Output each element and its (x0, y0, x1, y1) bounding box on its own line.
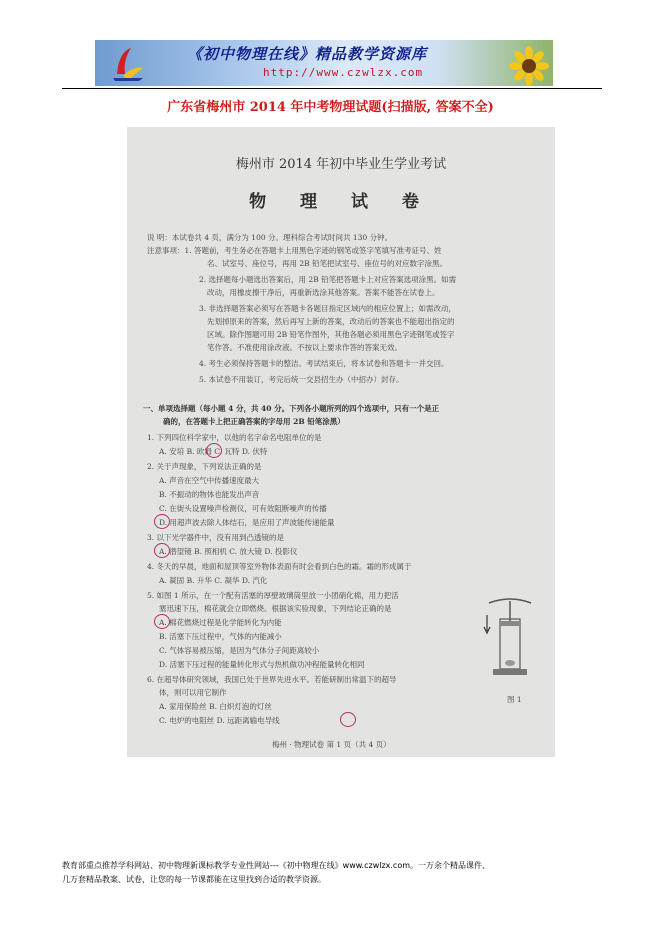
question: 4. 冬天的早晨，地面和屋顶等室外物体表面有时会看到白色的霜。霜的形成属于 (147, 562, 412, 571)
banner-url[interactable]: http://www.czwlzx.com (263, 66, 424, 79)
answer-options: C. 电炉的电阻丝 D. 远距离输电导线 (159, 716, 280, 725)
piston-cylinder-figure (479, 597, 541, 687)
answer-option: A. 棉花燃烧过程是化学能转化为内能 (159, 618, 282, 627)
question: 6. 在超导体研究领域，我国已处于世界先进水平。若能研制出常温下的超导 (147, 675, 397, 684)
answer-option: C. 气体容易被压缩，是因为气体分子间距离较小 (159, 646, 320, 655)
answer-option: D. 用超声波去除人体结石，是应用了声波能传递能量 (159, 518, 335, 527)
exam-line: 5. 本试卷不用装订，考完后统一交县招生办（中招办）封存。 (199, 375, 404, 384)
site-logo-icon (109, 44, 147, 82)
footer-line: 教育部重点推荐学科网站、初中物理新课标教学专业性网站---《初中物理在线》www.czwlzx.com。一万余个精品课件、 (62, 861, 491, 870)
exam-title: 梅州市 2014 年初中毕业生学业考试 (235, 157, 447, 172)
banner-title: 《初中物理在线》精品教学资源库 (187, 45, 428, 63)
exam-line: 2. 选择题每小题选出答案后，用 2B 铅笔把答题卡上对应答案选项涂黑。如需 (199, 275, 457, 284)
question: 1. 下列四位科学家中，以他的名字命名电阻单位的是 (147, 433, 322, 442)
question: 5. 如图 1 所示，在一个配有活塞的厚壁玻璃筒里放一小团硝化棉，用力把活 (147, 591, 399, 600)
site-banner (95, 40, 553, 86)
exam-line: 笔作答。不准使用涂改液。不按以上要求作答的答案无效。 (207, 343, 402, 352)
answer-option: A. 声音在空气中传播速度最大 (159, 476, 260, 485)
figure-label: 图 1 (507, 695, 522, 704)
answer-options: A. 凝固 B. 升华 C. 凝华 D. 汽化 (159, 576, 268, 585)
footer-line: 几万套精品教案、试卷，让您的每一节课都能在这里找到合适的教学资源。 (62, 875, 326, 884)
exam-line: 3. 非选择题答案必须写在答题卡各题目指定区域内的相应位置上；如需改动， (199, 304, 457, 313)
answer-mark (340, 712, 356, 727)
sunflower-icon (509, 46, 549, 86)
exam-line: 说 明：本试卷共 4 页，满分为 100 分。理科综合考试时间共 130 分钟。 (147, 233, 393, 242)
exam-line: 名、试室号、座位号，再用 2B 铅笔把试室号、座位号的对应数字涂黑。 (207, 259, 448, 268)
exam-line: 改动，用橡皮擦干净后，再重新选涂其他答案。答案不能答在试卷上。 (207, 288, 440, 297)
answer-option: B. 不振动的物体也能发出声音 (159, 490, 260, 499)
answer-options: A. 安培 B. 欧姆 C. 瓦特 D. 伏特 (159, 447, 268, 456)
exam-subject: 物 理 试 卷 (249, 192, 433, 212)
question: 体，则可以用它制作 (159, 688, 227, 697)
answer-option: D. 活塞下压过程的能量转化形式与热机做功冲程能量转化相同 (159, 660, 365, 669)
answer-option: C. 在街头设置噪声检测仪，可有效阻断噪声的传播 (159, 504, 327, 513)
section-heading: 一、单项选择题（每小题 4 分，共 40 分。下列各小题所列的四个选项中，只有一个是正 (143, 404, 440, 413)
answer-mark (206, 443, 222, 458)
exam-line: 先划掉原来的答案，然后再写上新的答案，改动后的答案也不能超出指定的 (207, 317, 455, 326)
section-heading: 确的，在答题卡上把正确答案的字母用 2B 铅笔涂黑） (163, 417, 345, 426)
answer-mark (154, 614, 170, 629)
question: 塞迅速下压，棉花就会立即燃烧。根据该实验现象，下列结论正确的是 (159, 604, 392, 613)
answer-options: A. 潜望镜 B. 照相机 C. 放大镜 D. 投影仪 (159, 547, 298, 556)
scanned-exam-page (127, 127, 555, 757)
answer-mark (154, 514, 170, 529)
answer-options: A. 家用保险丝 B. 白炽灯泡的灯丝 (159, 702, 272, 711)
answer-mark (154, 543, 170, 558)
exam-line: 注意事项：1. 答题前，考生务必在答题卡上用黑色字迹的钢笔或签字笔填写准考证号、姓 (147, 246, 442, 255)
answer-option: B. 活塞下压过程中，气体的内能减小 (159, 632, 282, 641)
question: 3. 以下光学器件中，没有用到凸透镜的是 (147, 533, 285, 542)
exam-page-footer: 梅州 · 物理试卷 第 1 页（共 4 页） (272, 740, 391, 749)
question: 2. 关于声现象，下列说法正确的是 (147, 462, 262, 471)
document-title: 广东省梅州市 2014 年中考物理试题(扫描版, 答案不全) (167, 100, 494, 115)
exam-line: 区域。除作图题可用 2B 铅笔作图外，其他各题必须用黑色字迹钢笔或签字 (207, 330, 455, 339)
exam-line: 4. 考生必须保持答题卡的整洁。考试结束后，将本试卷和答题卡一并交回。 (199, 359, 449, 368)
header-rule (62, 88, 602, 89)
